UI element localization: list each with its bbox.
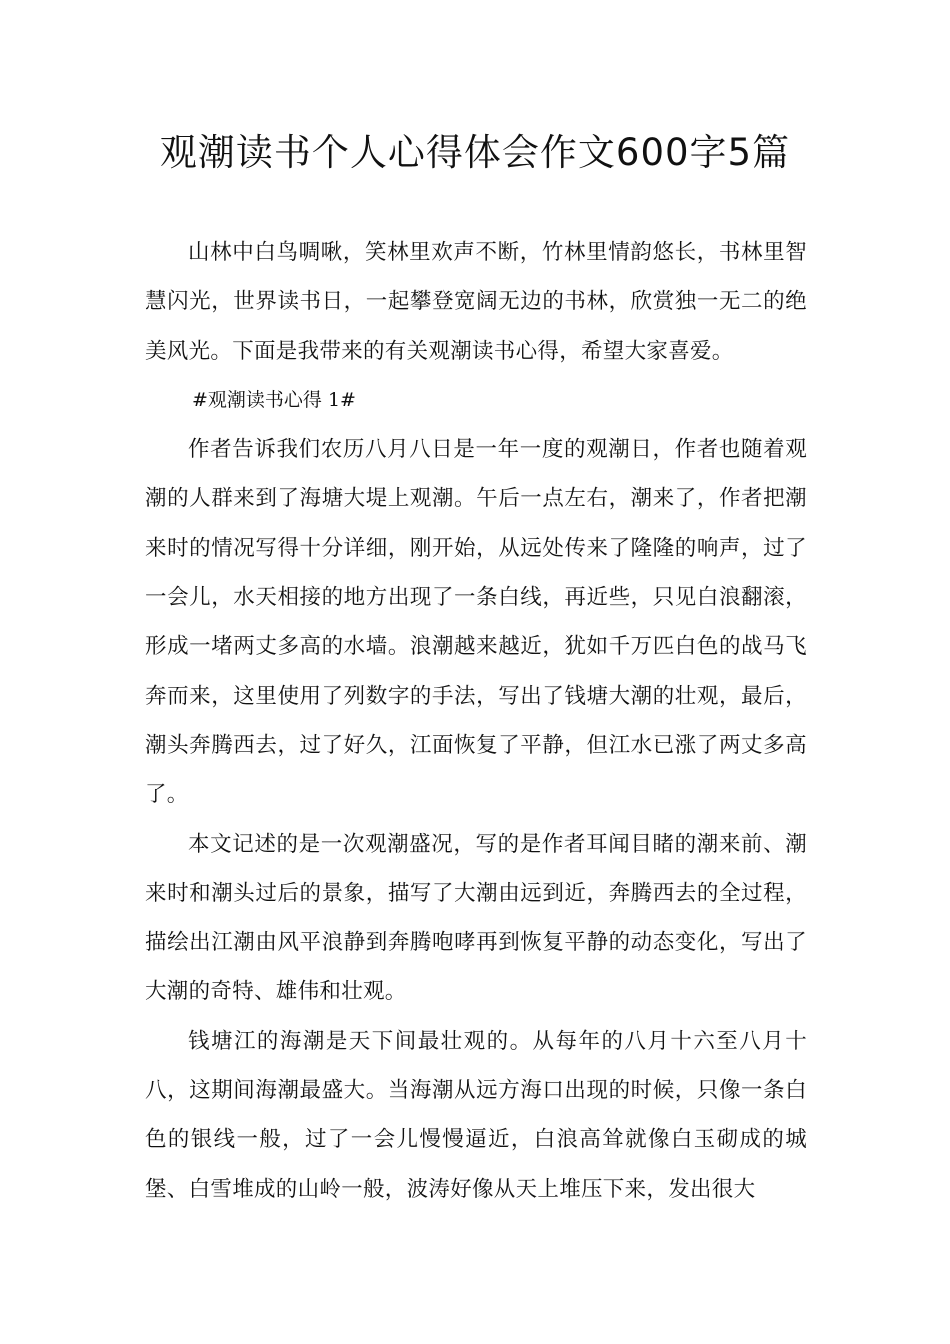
body-paragraph-2: 本文记述的是一次观潮盛况，写的是作者耳闻目睹的潮来前、潮来时和潮头过后的景象，描写了大潮由远到近，奔腾西去的全过程，描绘出江潮由风平浪静到奔腾咆哮再到恢复平静的动态变化，写出了大潮的奇特、雄伟和壮观。 [145,831,807,1005]
intro-paragraph: 山林中白鸟啁啾，笑林里欢声不断，竹林里情韵悠长，书林里智慧闪光，世界读书日，一起攀登宽阔无边的书林，欣赏独一无二的绝美风光。下面是我带来的有关观潮读书心得，希望大家喜爱。 [145,240,807,364]
section-heading: #观潮读书心得 1# [192,388,356,411]
document-title: 观潮读书个人心得体会作文600字5篇 [159,131,791,174]
body-paragraph-3: 钱塘江的海潮是天下间最壮观的。从每年的八月十六至八月十八，这期间海潮最盛大。当海潮从远方海口出现的时候，只像一条白色的银线一般，过了一会儿慢慢逼近，白浪高耸就像白玉砌成的城堡、白雪堆成的山岭一般，波涛好像从天上堆压下来，发出很大 [145,1028,807,1202]
document-body [145,228,807,1214]
body-paragraph-1: 作者告诉我们农历八月八日是一年一度的观潮日，作者也随着观潮的人群来到了海塘大堤上观潮。午后一点左右，潮来了，作者把潮来时的情况写得十分详细，刚开始，从远处传来了隆隆的响声，过了一会儿，水天相接的地方出现了一条白线，再近些，只见白浪翻滚，形成一堵两丈多高的水墙。浪潮越来越近，犹如千万匹白色的战马飞奔而来，这里使用了列数字的手法，写出了钱塘大潮的壮观，最后，潮头奔腾西去，过了好久，江面恢复了平静，但江水已涨了两丈多高了。 [145,437,807,808]
